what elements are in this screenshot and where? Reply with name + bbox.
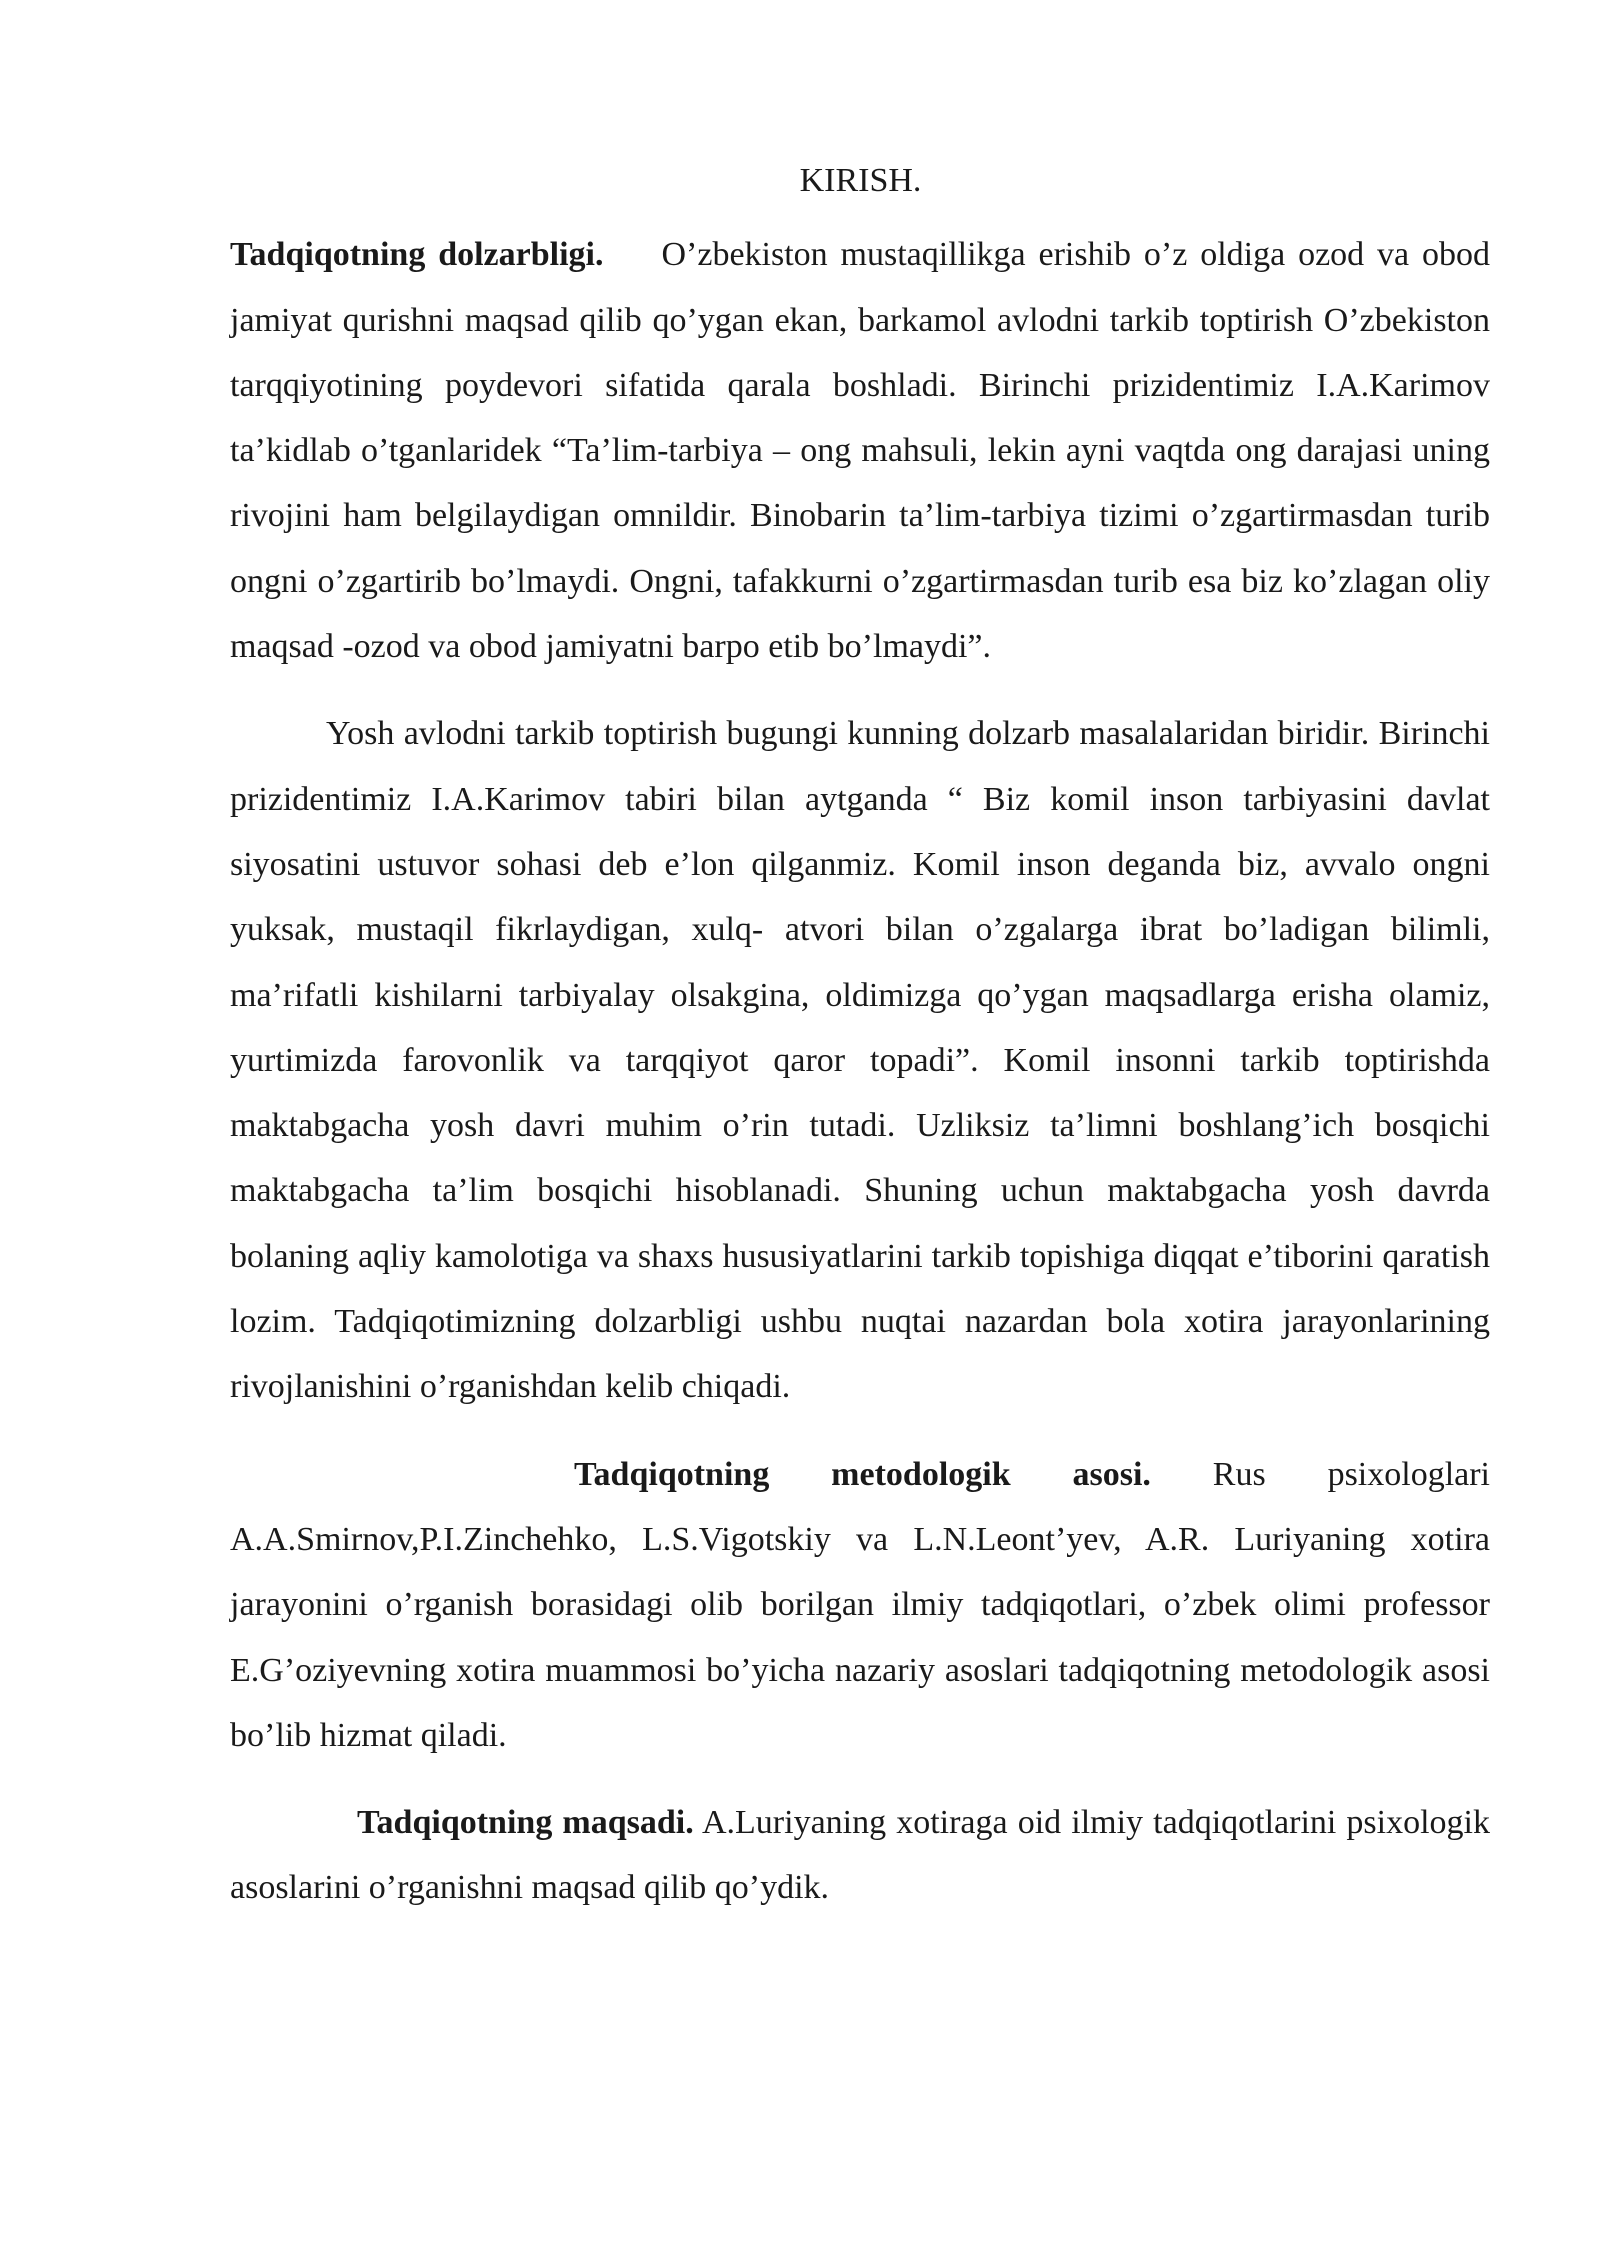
heading-relevance: Tadqiqotning dolzarbligi. [230, 236, 604, 274]
paragraph-upbringing [230, 701, 1490, 1419]
text-upbringing: Yosh avlodni tarkib toptirish bugungi kunning dolzarb masalalaridan biridir. Birinchi prizidentimiz I.A.Karimov tabiri bilan aytganda “ Biz komil inson tarbiyasini davlat siyosatini ustuvor sohasi deb e’lon qilganmiz. Komil inson deganda biz, avvalo ongni yuksak, mustaqil fikrlaydigan, xulq- atvori bilan o’zgalarga ibrat bo’ladigan bilimli, ma’rifatli kishilarni tarbiyalay olsakgina, oldimizga qo’ygan maqsadlarga erisha olamiz, yurtimizda farovonlik va tarqqiyot qaror topadi”. Komil insonni tarkib toptirishda maktabgacha yosh davri muhim o’rin tutadi. Uzliksiz ta’limni boshlang’ich bosqichi maktabgacha ta’lim bosqichi hisoblanadi. Shuning uchun maktabgacha yosh davrda bolaning aqliy kamolotiga va shaxs hususiyatlarini tarkib topishiga diqqat e’tiborini qaratish lozim. Tadqiqotimizning dolzarbligi ushbu nuqtai nazardan bola xotira jarayonlarining rivojlanishini o’rganishdan kelib chiqadi. [230, 715, 1490, 1406]
text-methodology: Rus psixologlari A.A.Smirnov,P.I.Zinchehko, L.S.Vigotskiy va L.N.Leont’yev, A.R. Luriyaning xotira jarayonini o’rganish borasidagi olib borilgan ilmiy tadqiqotlari, o’zbek olimi professor E.G’oziyevning xotira muammosi bo’yicha nazariy asoslari tadqiqotning metodologik asosi bo’lib hizmat qiladi. [230, 1455, 1491, 1754]
heading-goal: Tadqiqotning maqsadi. [357, 1804, 694, 1842]
document-page [230, 148, 1490, 1943]
text-relevance: O’zbekiston mustaqillikga erishib o’z oldiga ozod va obod jamiyat qurishni maqsad qilib qo’ygan ekan, barkamol avlodni tarkib toptirish O’zbekiston tarqqiyotining poydevori sifatida qarala boshladi. Birinchi prizidentimiz I.A.Karimov ta’kidlab o’tganlaridek “Ta’lim-tarbiya – ong mahsuli, lekin ayni vaqtda ong darajasi uning rivojini ham belgilaydigan omnildir. Binobarin ta’lim-tarbiya tizimi o’zgartirmasdan turib ongni o’zgartirib bo’lmaydi. Ongni, tafakkurni o’zgartirmasdan turib esa biz ko’zlagan oliy maqsad -ozod va obod jamiyatni barpo etib bo’lmaydi”. [230, 236, 1490, 666]
page-title: KIRISH. [799, 162, 922, 199]
paragraph-goal [230, 1790, 1490, 1921]
heading-methodology: Tadqiqotning metodologik asosi. [574, 1455, 1151, 1493]
paragraph-methodology [230, 1442, 1490, 1768]
paragraph-relevance [230, 222, 1490, 679]
text-goal: A.Luriyaning xotiraga oid ilmiy tadqiqotlarini psixologik asoslarini o’rganishni maqsad qilib qo’ydik. [230, 1804, 1491, 1907]
